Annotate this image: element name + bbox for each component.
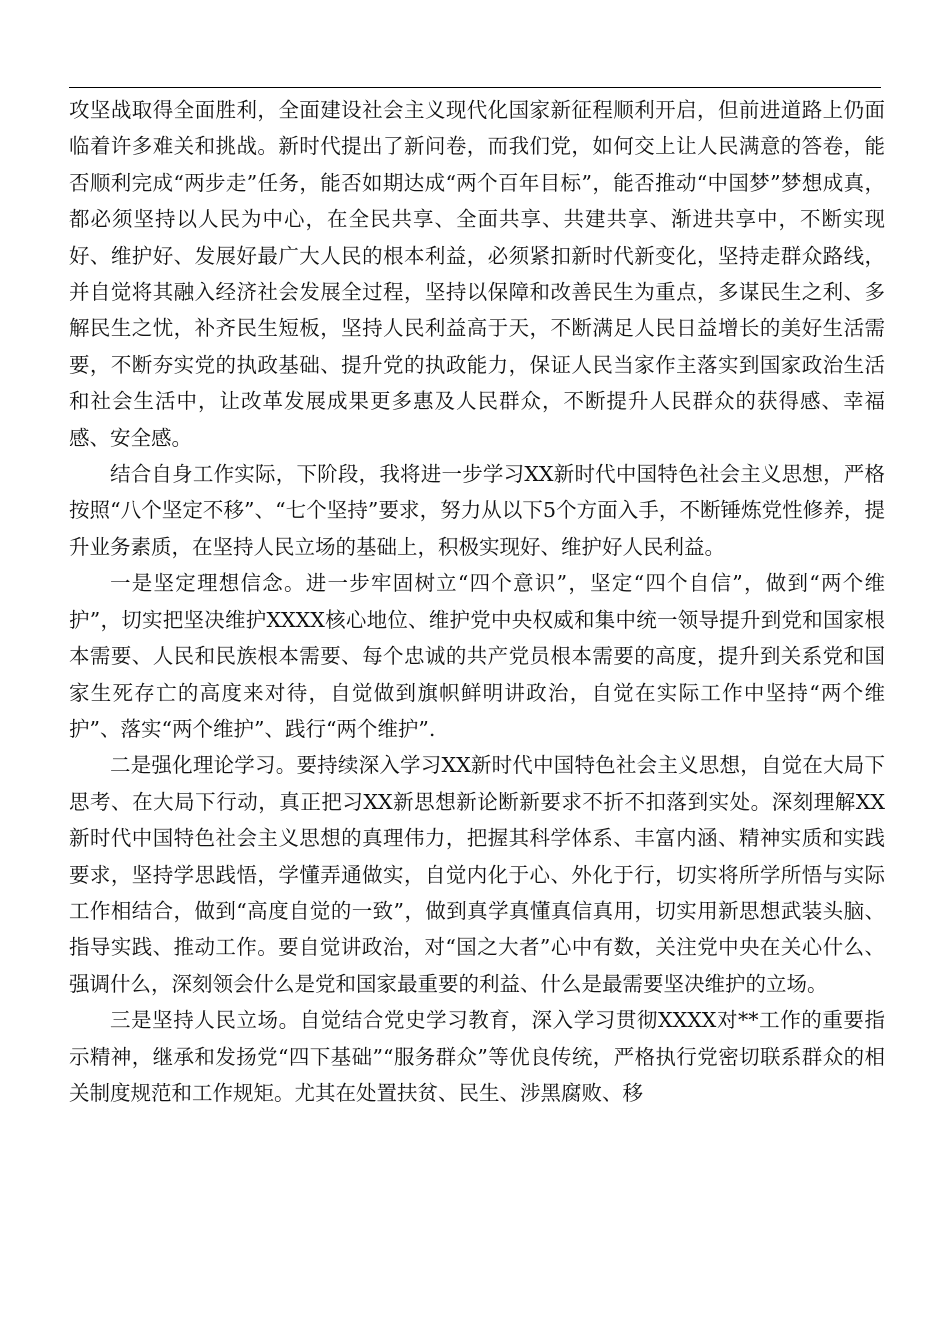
document-body (69, 92, 885, 1111)
paragraph-work-plan: 结合自身工作实际，下阶段，我将进一步学习XX新时代中国特色社会主义思想，严格按照“八个坚定不移”、“七个坚持”要求，努力从以下5个方面入手，不断锤炼党性修养，提升业务素质，在坚持人民立场的基础上，积极实现好、维护好人民利益。 (69, 462, 885, 559)
paragraph-ideals-beliefs: 一是坚定理想信念。进一步牢固树立“四个意识”，坚定“四个自信”，做到“两个维护”，切实把坚决维护XXXX核心地位、维护党中央权威和集中统一领导提升到党和国家根本需要、人民和民族根本需要、每个忠诚的共产党员根本需要的高度，提升到关系党和国家生死存亡的高度来对待，自觉做到旗帜鲜明讲政治，自觉在实际工作中坚持“两个维护”、落实“两个维护”、践行“两个维护”. (69, 571, 885, 741)
header-rule (69, 87, 881, 88)
paragraph-people-stance: 三是坚持人民立场。自觉结合党史学习教育，深入学习贯彻XXXX对**工作的重要指示精神，继承和发扬党“四下基础”“服务群众”等优良传统，严格执行党密切联系群众的相关制度规范和工作规矩。尤其在处置扶贫、民生、涉黑腐败、移 (69, 1008, 885, 1105)
paragraph-theory-study: 二是强化理论学习。要持续深入学习XX新时代中国特色社会主义思想，自觉在大局下思考、在大局下行动，真正把习XX新思想新论断新要求不折不扣落到实处。深刻理解XX新时代中国特色社会主义思想的真理伟力，把握其科学体系、丰富内涵、精神实质和实践要求，坚持学思践悟，学懂弄通做实，自觉内化于心、外化于行，切实将所学所悟与实际工作相结合，做到“高度自觉的一致”，做到真学真懂真信真用，切实用新思想武装头脑、指导实践、推动工作。要自觉讲政治，对“国之大者”心中有数，关注党中央在关心什么、强调什么，深刻领会什么是党和国家最重要的利益、什么是最需要坚决维护的立场。 (69, 753, 885, 996)
paragraph-continuation: 攻坚战取得全面胜利，全面建设社会主义现代化国家新征程顺利开启，但前进道路上仍面临着许多难关和挑战。新时代提出了新问卷，而我们党，如何交上让人民满意的答卷，能否顺利完成“两步走”任务，能否如期达成“两个百年目标”，能否推动“中国梦”梦想成真，都必须坚持以人民为中心，在全民共享、全面共享、共建共享、渐进共享中，不断实现好、维护好、发展好最广大人民的根本利益，必须紧扣新时代新变化，坚持走群众路线，并自觉将其融入经济社会发展全过程，坚持以保障和改善民生为重点，多谋民生之利、多解民生之忧，补齐民生短板，坚持人民利益高于天，不断满足人民日益增长的美好生活需要，不断夯实党的执政基础、提升党的执政能力，保证人民当家作主落实到国家政治生活和社会生活中，让改革发展成果更多惠及人民群众，不断提升人民群众的获得感、幸福感、安全感。 (69, 98, 885, 450)
